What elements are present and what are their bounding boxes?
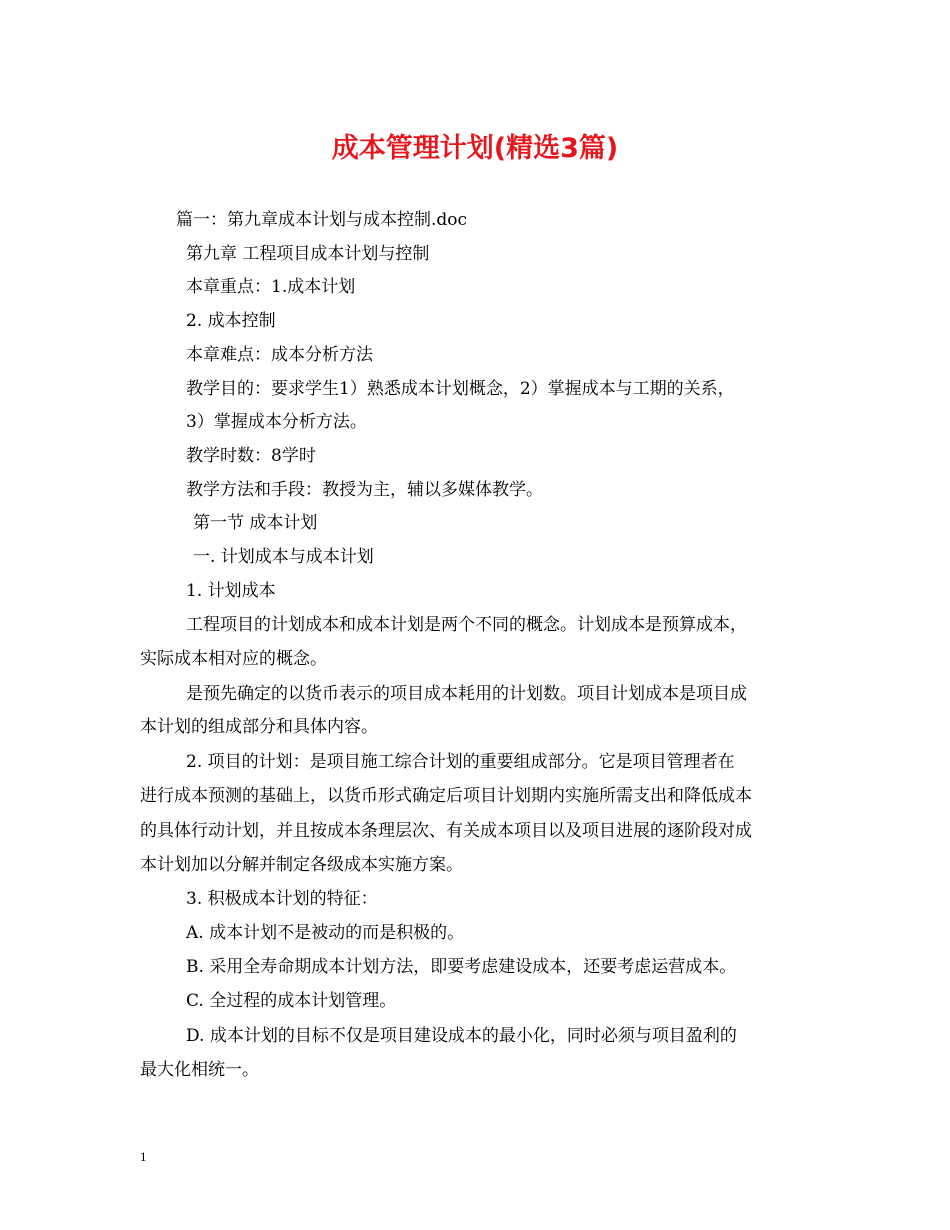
- text-line: 教学目的：要求学生1）熟悉成本计划概念，2）掌握成本与工期的关系，: [186, 379, 735, 399]
- text-line: 的具体行动计划，并且按成本条理层次、有关成本项目以及项目进展的逐阶段对成: [140, 821, 752, 841]
- text-line: 教学方法和手段：教授为主，辅以多媒体教学。: [186, 480, 543, 500]
- text-line: 2. 项目的计划：是项目施工综合计划的重要组成部分。它是项目管理者在: [186, 752, 735, 772]
- text-line: 2. 成本控制: [186, 311, 276, 331]
- text-line: 教学时数：8学时: [186, 446, 316, 466]
- text-line: 本章重点：1.成本计划: [186, 277, 356, 297]
- text-line: 本计划的组成部分和具体内容。: [140, 717, 378, 737]
- text-line: B. 采用全寿命期成本计划方法，即要考虑建设成本，还要考虑运营成本。: [186, 957, 737, 977]
- text-line: 本章难点：成本分析方法: [186, 345, 373, 365]
- text-line: 3）掌握成本分析方法。: [186, 412, 367, 432]
- text-line: 最大化相统一。: [140, 1060, 259, 1080]
- text-line: 篇一：第九章成本计划与成本控制.doc: [176, 210, 468, 230]
- text-line: 1. 计划成本: [186, 581, 276, 601]
- text-line: D. 成本计划的目标不仅是项目建设成本的最小化，同时必须与项目盈利的: [186, 1026, 737, 1046]
- text-line: 本计划加以分解并制定各级成本实施方案。: [140, 855, 463, 875]
- document-title: 成本管理计划(精选3篇): [331, 133, 619, 164]
- text-line: C. 全过程的成本计划管理。: [186, 991, 397, 1011]
- text-line: 工程项目的计划成本和成本计划是两个不同的概念。计划成本是预算成本，: [186, 615, 747, 635]
- text-line: 第九章 工程项目成本计划与控制: [186, 244, 430, 264]
- page-number: 1: [140, 1149, 147, 1164]
- text-line: 进行成本预测的基础上，以货币形式确定后项目计划期内实施所需支出和降低成本: [140, 786, 752, 806]
- text-line: A. 成本计划不是被动的而是积极的。: [186, 923, 465, 943]
- text-line: 3. 积极成本计划的特征：: [186, 889, 378, 909]
- section-heading: 第一节 成本计划: [193, 513, 318, 533]
- text-line: 实际成本相对应的概念。: [140, 649, 327, 669]
- subsection-heading: 一. 计划成本与成本计划: [193, 547, 374, 567]
- text-line: 是预先确定的以货币表示的项目成本耗用的计划数。项目计划成本是项目成: [186, 684, 747, 704]
